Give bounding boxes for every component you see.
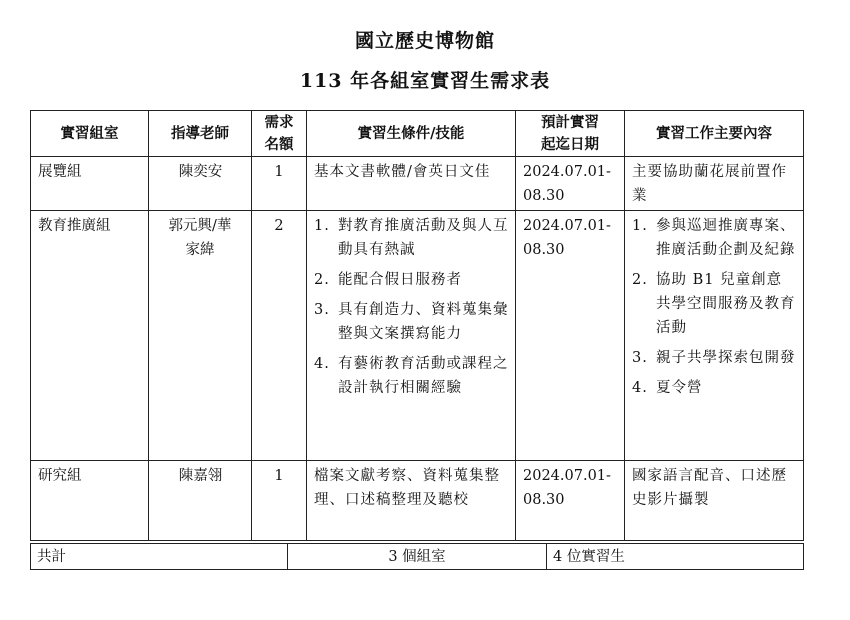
list-item: 4. 有藝術教育活動或課程之設計執行相關經驗 xyxy=(314,356,509,396)
period-cell: 2024.07.01-08.30 xyxy=(516,461,625,541)
table-header-row xyxy=(31,111,804,157)
intern-demand-table xyxy=(30,110,804,541)
dept-cell: 展覽組 xyxy=(31,157,149,211)
table-row xyxy=(31,157,804,211)
list-item: 3. 具有創造力、資料蒐集彙整與文案撰寫能力 xyxy=(314,302,509,342)
total-label: 共計 xyxy=(31,544,288,570)
duties-cell xyxy=(625,211,804,461)
conditions-list xyxy=(314,214,509,400)
list-item: 2. 能配合假日服務者 xyxy=(314,272,462,288)
col-header-duties: 實習工作主要內容 xyxy=(625,111,804,157)
list-item: 1. 對教育推廣活動及與人互動具有熱誠 xyxy=(314,218,509,258)
col-header-mentor: 指導老師 xyxy=(149,111,252,157)
quota-cell: 1 xyxy=(252,461,307,541)
conditions-cell: 檔案文獻考察、資料蒐集整理、口述稿整理及聽校 xyxy=(307,461,516,541)
table-row xyxy=(31,461,804,541)
duties-list xyxy=(632,214,797,400)
list-item: 1. 參與巡迴推廣專案、推廣活動企劃及紀錄 xyxy=(632,218,796,258)
duties-cell: 主要協助蘭花展前置作業 xyxy=(625,157,804,211)
conditions-cell xyxy=(307,211,516,461)
mentor-cell: 郭元興/華家緯 xyxy=(149,211,252,461)
list-item: 3. 親子共學探索包開發 xyxy=(632,350,796,366)
mentor-cell: 陳奕安 xyxy=(149,157,252,211)
period-cell: 2024.07.01-08.30 xyxy=(516,157,625,211)
total-units: 3 個組室 xyxy=(288,544,547,570)
col-header-dept: 實習組室 xyxy=(31,111,149,157)
total-interns: 4 位實習生 xyxy=(547,544,804,570)
total-row xyxy=(31,544,804,570)
col-header-quota: 需求 名額 xyxy=(252,111,307,157)
dept-cell: 教育推廣組 xyxy=(31,211,149,461)
table-row xyxy=(31,211,804,461)
quota-cell: 1 xyxy=(252,157,307,211)
quota-cell: 2 xyxy=(252,211,307,461)
mentor-cell: 陳嘉翎 xyxy=(149,461,252,541)
col-header-period: 預計實習 起迄日期 xyxy=(516,111,625,157)
dept-cell: 研究組 xyxy=(31,461,149,541)
total-table xyxy=(30,543,804,570)
institution-title: 國立歷史博物館 xyxy=(354,30,495,52)
duties-cell: 國家語言配音、口述歷史影片攝製 xyxy=(625,461,804,541)
document-title: 113 年各組室實習生需求表 xyxy=(299,70,551,92)
list-item: 2. 協助 B1 兒童創意共學空間服務及教育活動 xyxy=(632,272,796,336)
col-header-conditions: 實習生條件/技能 xyxy=(307,111,516,157)
period-cell: 2024.07.01-08.30 xyxy=(516,211,625,461)
conditions-cell: 基本文書軟體/會英日文佳 xyxy=(307,157,516,211)
list-item: 4. 夏令營 xyxy=(632,380,703,396)
